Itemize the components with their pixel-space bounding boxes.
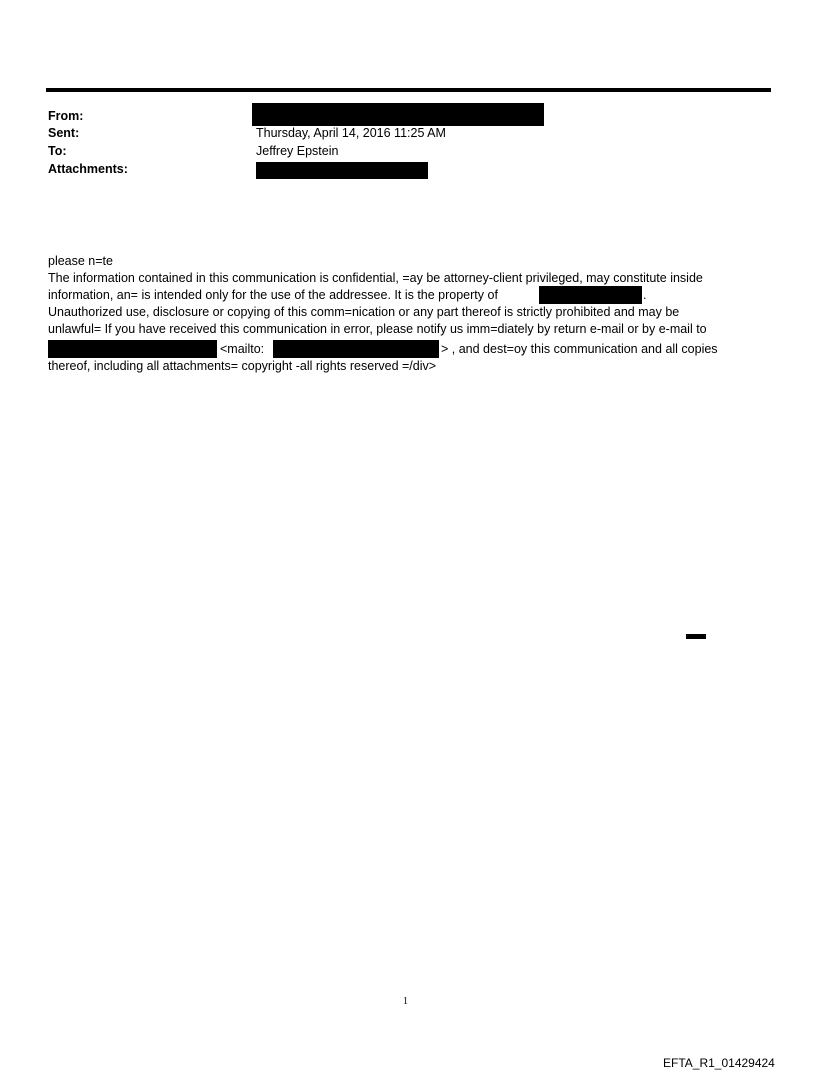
to-value: Jeffrey Epstein bbox=[256, 144, 339, 158]
redacted-mailto bbox=[273, 340, 439, 358]
redaction-mark bbox=[686, 634, 706, 639]
page-number: 1 bbox=[403, 996, 408, 1007]
body-line-4: Unauthorized use, disclosure or copying of this comm=nication or any part thereof is strictly prohibited and may be bbox=[48, 305, 680, 319]
redacted-property-of bbox=[539, 286, 642, 304]
header-rule bbox=[46, 88, 771, 92]
attachments-label: Attachments: bbox=[48, 162, 128, 176]
redacted-email-address bbox=[48, 340, 217, 358]
body-line-3a: information, an= is intended only for the use of the addressee. It is the property of bbox=[48, 288, 498, 302]
from-label: From: bbox=[48, 109, 84, 123]
body-line-2: The information contained in this communication is confidential, =ay be attorney-client privileged, may constitute inside bbox=[48, 271, 703, 285]
redacted-attachments bbox=[256, 162, 428, 179]
body-line-6a: <mailto: bbox=[220, 342, 265, 356]
body-line-1: please n=te bbox=[48, 254, 113, 268]
to-label: To: bbox=[48, 144, 67, 158]
body-line-6b: > , and dest=oy this communication and all copies bbox=[441, 342, 718, 356]
body-line-3b: . bbox=[643, 288, 647, 302]
document-id: EFTA_R1_01429424 bbox=[663, 1056, 775, 1070]
sent-label: Sent: bbox=[48, 126, 80, 140]
body-line-5: unlawful= If you have received this communication in error, please notify us imm=diately by return e-mail or by e-mail to bbox=[48, 322, 707, 336]
body-line-7: thereof, including all attachments= copyright -all rights reserved =/div> bbox=[48, 359, 437, 373]
redacted-from bbox=[252, 103, 544, 126]
sent-value: Thursday, April 14, 2016 11:25 AM bbox=[256, 126, 446, 140]
